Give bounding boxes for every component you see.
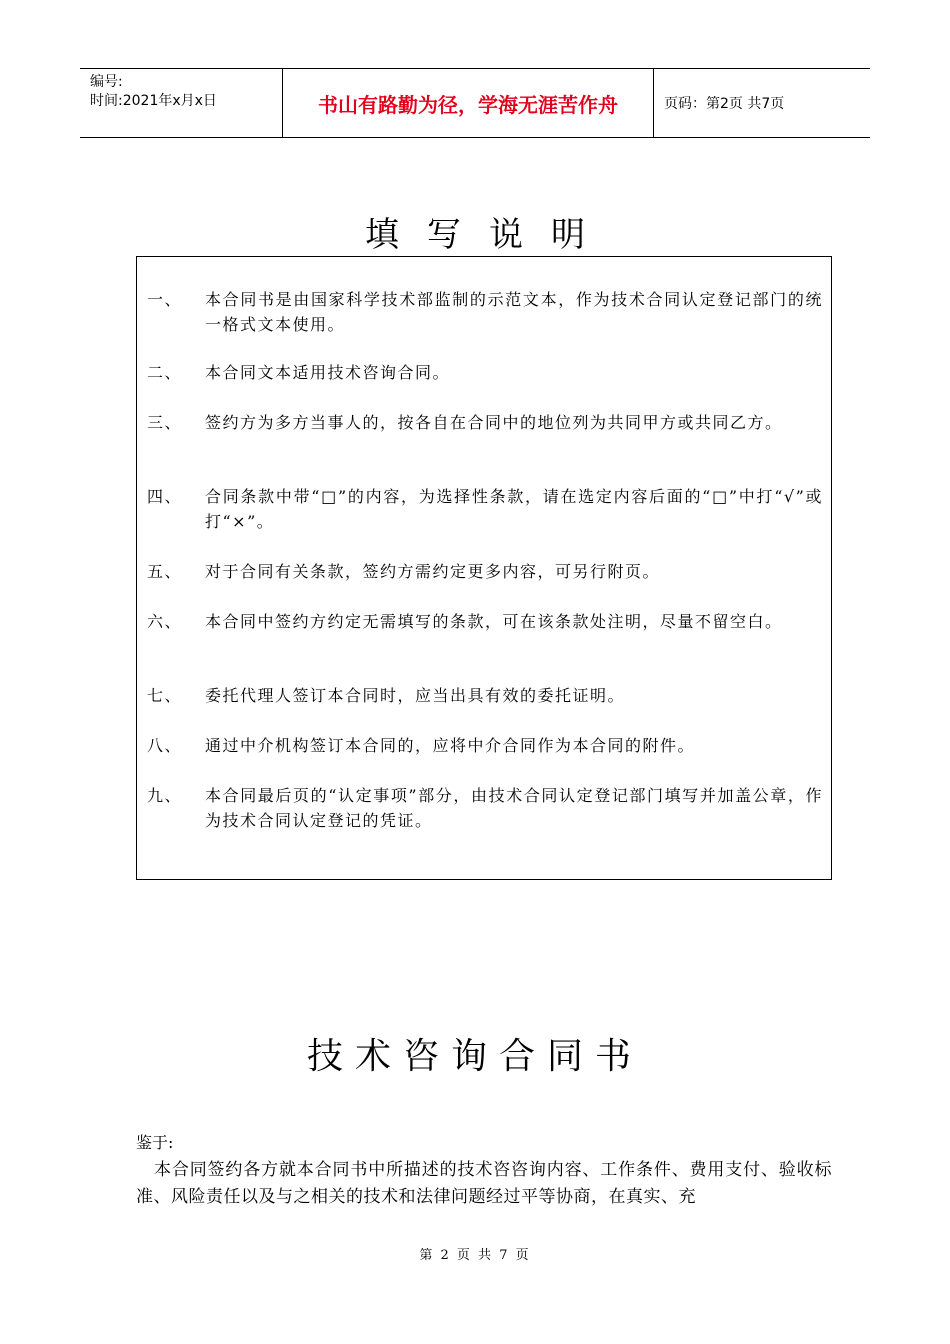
instruction-item (147, 360, 823, 385)
instruction-item (147, 287, 823, 337)
instruction-item (147, 683, 823, 708)
instruction-text: 委托代理人签订本合同时，应当出具有效的委托证明。 (205, 686, 626, 705)
page-header (80, 68, 870, 138)
instruction-item (147, 410, 823, 435)
instruction-text: 本合同书是由国家科学技术部监制的示范文本，作为技术合同认定登记部门的统一格式文本使用。 (205, 290, 823, 334)
instruction-number: 六、 (147, 612, 183, 631)
header-meta (80, 69, 282, 137)
whereas-label: 鉴于: (136, 1133, 174, 1152)
instruction-text: 合同条款中带“□”的内容，为选择性条款，请在选定内容后面的“□”中打“√”或打“×”。 (205, 487, 823, 531)
instructions-box (136, 256, 832, 880)
instructions-title: 填写说明 (365, 215, 613, 255)
instruction-text: 通过中介机构签订本合同的，应将中介合同作为本合同的附件。 (205, 736, 696, 755)
header-page-info: 页码：第2页 共7页 (664, 96, 785, 112)
instruction-number: 四、 (147, 487, 183, 506)
instruction-item (147, 609, 823, 634)
page-footer: 第 2 页 共 7 页 (419, 1248, 531, 1263)
header-motto: 书山有路勤为径，学海无涯苦作舟 (282, 69, 654, 137)
instruction-text: 对于合同有关条款，签约方需约定更多内容，可另行附页。 (205, 562, 661, 581)
instruction-number: 八、 (147, 736, 183, 755)
instruction-number: 九、 (147, 786, 183, 805)
number-label: 编号: (90, 74, 123, 90)
instruction-text: 本合同文本适用技术咨询合同。 (205, 363, 451, 382)
instruction-number: 一、 (147, 290, 183, 309)
instruction-text: 签约方为多方当事人的，按各自在合同中的地位列为共同甲方或共同乙方。 (205, 413, 783, 432)
contract-title: 技术咨询合同书 (306, 1036, 643, 1077)
instruction-text: 本合同最后页的“认定事项”部分，由技术合同认定登记部门填写并加盖公章，作为技术合同认定登记的凭证。 (205, 786, 823, 830)
instruction-item (147, 484, 823, 534)
instruction-item (147, 559, 823, 584)
instruction-number: 二、 (147, 363, 183, 382)
instruction-number: 七、 (147, 686, 183, 705)
date-label: 时间:2021年x月x日 (90, 93, 217, 109)
instruction-item (147, 783, 823, 833)
instruction-number: 五、 (147, 562, 183, 581)
contract-paragraph: 本合同签约各方就本合同书中所描述的技术咨咨询内容、工作条件、费用支付、验收标准、风险责任以及与之相关的技术和法律问题经过平等协商，在真实、充 (136, 1160, 832, 1207)
instruction-text: 本合同中签约方约定无需填写的条款，可在该条款处注明，尽量不留空白。 (205, 612, 783, 631)
instruction-number: 三、 (147, 413, 183, 432)
instruction-item (147, 733, 823, 758)
